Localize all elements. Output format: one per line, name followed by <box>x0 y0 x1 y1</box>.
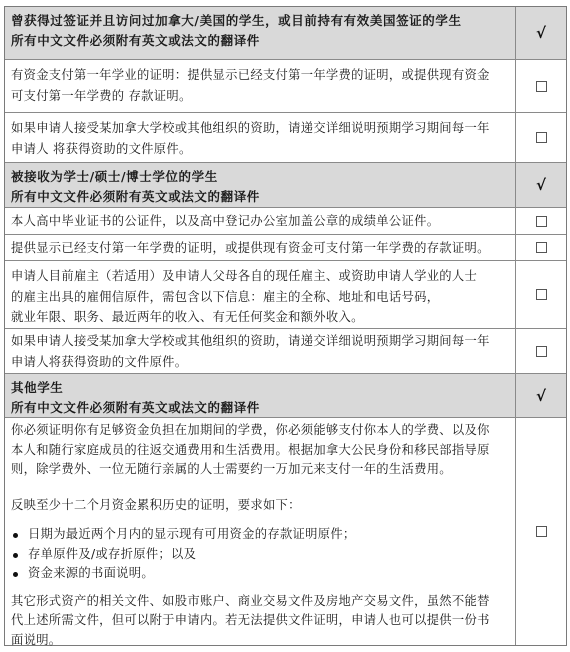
bullet-text: 资金来源的书面说明。 <box>28 566 154 580</box>
requirement-row <box>5 113 566 163</box>
section-header-line: 被接收为学士/硕士/博士学位的学生 <box>11 169 218 184</box>
requirement-line: 的雇主出具的雇佣信原件，需包含以下信息：雇主的全称、地址和电话号码， <box>11 289 440 304</box>
requirement-text <box>5 235 516 260</box>
checkmark-icon: √ <box>535 176 546 194</box>
bullet-text: 日期为最近两个月内的显示现有可用资金的存款证明原件； <box>28 527 356 541</box>
requirement-row <box>5 60 566 113</box>
requirement-line: 其它形式资产的相关文件、如股市账户、商业交易文件及房地产交易文件，虽然不能替 <box>11 593 490 608</box>
bullet-item <box>11 545 509 565</box>
section-header-line: 其他学生 <box>11 380 64 395</box>
requirement-row <box>5 418 566 645</box>
requirement-text <box>5 261 516 328</box>
requirement-row <box>5 235 566 261</box>
checked-mark-cell <box>516 374 566 417</box>
requirement-line: 申请人 将获得资助的文件原件。 <box>11 141 192 156</box>
checked-mark-cell <box>516 163 566 207</box>
checkbox-cell[interactable] <box>516 261 566 328</box>
checkmark-icon: √ <box>535 24 546 42</box>
checkbox-icon[interactable] <box>536 242 547 253</box>
checked-mark-cell <box>516 7 566 59</box>
bullet-text: 存单原件及/或存折原件；以及 <box>28 546 197 561</box>
checkbox-cell[interactable] <box>516 113 566 162</box>
requirement-line: 面说明。 <box>11 632 62 647</box>
requirement-line: 提供显示已经支付第一年学费的证明，或提供现有资金可支付第一年学费的存款证明。 <box>11 241 490 255</box>
section-header <box>5 374 566 418</box>
requirement-row <box>5 329 566 374</box>
section-header <box>5 163 566 208</box>
requirement-line: 如果申请人接受某加拿大学校或其他组织的资助，请递交详细说明预期学习期间每一年 <box>11 121 490 135</box>
section-header-line: 所有中文文件必须附有英文或法文的翻译件 <box>11 189 260 204</box>
section-header-text <box>5 163 516 207</box>
section-header <box>5 7 566 60</box>
checkbox-icon[interactable] <box>536 216 547 227</box>
requirement-line: 你必须证明你有足够资金负担在加期间的学费，你必须能够支付你本人的学费、以及你 <box>11 423 490 437</box>
checkbox-icon[interactable] <box>536 289 547 300</box>
section-header-line: 所有中文文件必须附有英文或法文的翻译件 <box>11 400 260 415</box>
bullet-icon <box>13 572 18 577</box>
requirement-line: 申请人将获得资助的文件原件。 <box>11 354 188 369</box>
checkmark-icon: √ <box>535 386 546 405</box>
requirement-line: 本人高中毕业证书的公证件，以及高中登记办公室加盖公章的成绩单公证件。 <box>11 214 440 228</box>
section-header-text <box>5 374 516 417</box>
section-header-line: 所有中文文件必须附有英文或法文的翻译件 <box>11 33 260 48</box>
section-header-line: 曾获得过签证并且访问过加拿大/美国的学生，或目前持有有效美国签证的学生 <box>11 13 462 28</box>
checkbox-cell[interactable] <box>516 235 566 260</box>
checkbox-cell[interactable] <box>516 329 566 373</box>
requirements-table <box>4 6 567 646</box>
requirement-line: 可支付第一年学费的 存款证明。 <box>11 88 192 103</box>
requirement-line: 有资金支付第一年学业的证明：提供显示已经支付第一年学费的证明，或提供现有资金 <box>11 68 490 82</box>
checkbox-icon[interactable] <box>536 81 547 92</box>
requirement-row <box>5 261 566 329</box>
requirement-text <box>5 208 516 234</box>
checkbox-cell[interactable] <box>516 208 566 234</box>
bullet-icon <box>13 553 18 558</box>
requirement-text <box>5 60 516 112</box>
requirement-line: 则，除学费外、一位无随行亲属的人士需要约一万加元来支付一年的生活费用。 <box>11 462 452 476</box>
checkbox-icon[interactable] <box>536 346 547 357</box>
bullet-icon <box>13 533 18 538</box>
checkbox-icon[interactable] <box>536 132 547 143</box>
requirement-row <box>5 208 566 235</box>
checkbox-cell[interactable] <box>516 60 566 112</box>
bullet-item <box>11 525 509 545</box>
section-header-text <box>5 7 516 59</box>
requirement-line: 本人和随行家庭成员的往返交通费用和生活费用。根据加拿大公民身份和移民部指导原 <box>11 442 490 457</box>
requirement-line: 就业年限、职务、最近两年的收入、有无任何奖金和额外收入。 <box>11 310 364 324</box>
requirement-line: 申请人目前雇主（若适用）及申请人父母各自的现任雇主、或资助申请人学业的人士 <box>11 269 478 283</box>
requirement-line: 如果申请人接受某加拿大学校或其他组织的资助，请递交详细说明预期学习期间每一年 <box>11 334 490 348</box>
requirement-text <box>5 329 516 373</box>
requirement-text <box>5 113 516 162</box>
requirement-text <box>5 418 516 645</box>
checkbox-icon[interactable] <box>536 526 547 537</box>
bullet-item <box>11 564 509 584</box>
checkbox-cell[interactable] <box>516 418 566 645</box>
requirement-line: 代上述所需文件，但可以附于申请内。若无法提供文件证明，申请人也可以提供一份书 <box>11 613 490 627</box>
requirement-line: 反映至少十二个月资金累积历史的证明，要求如下： <box>11 497 301 512</box>
